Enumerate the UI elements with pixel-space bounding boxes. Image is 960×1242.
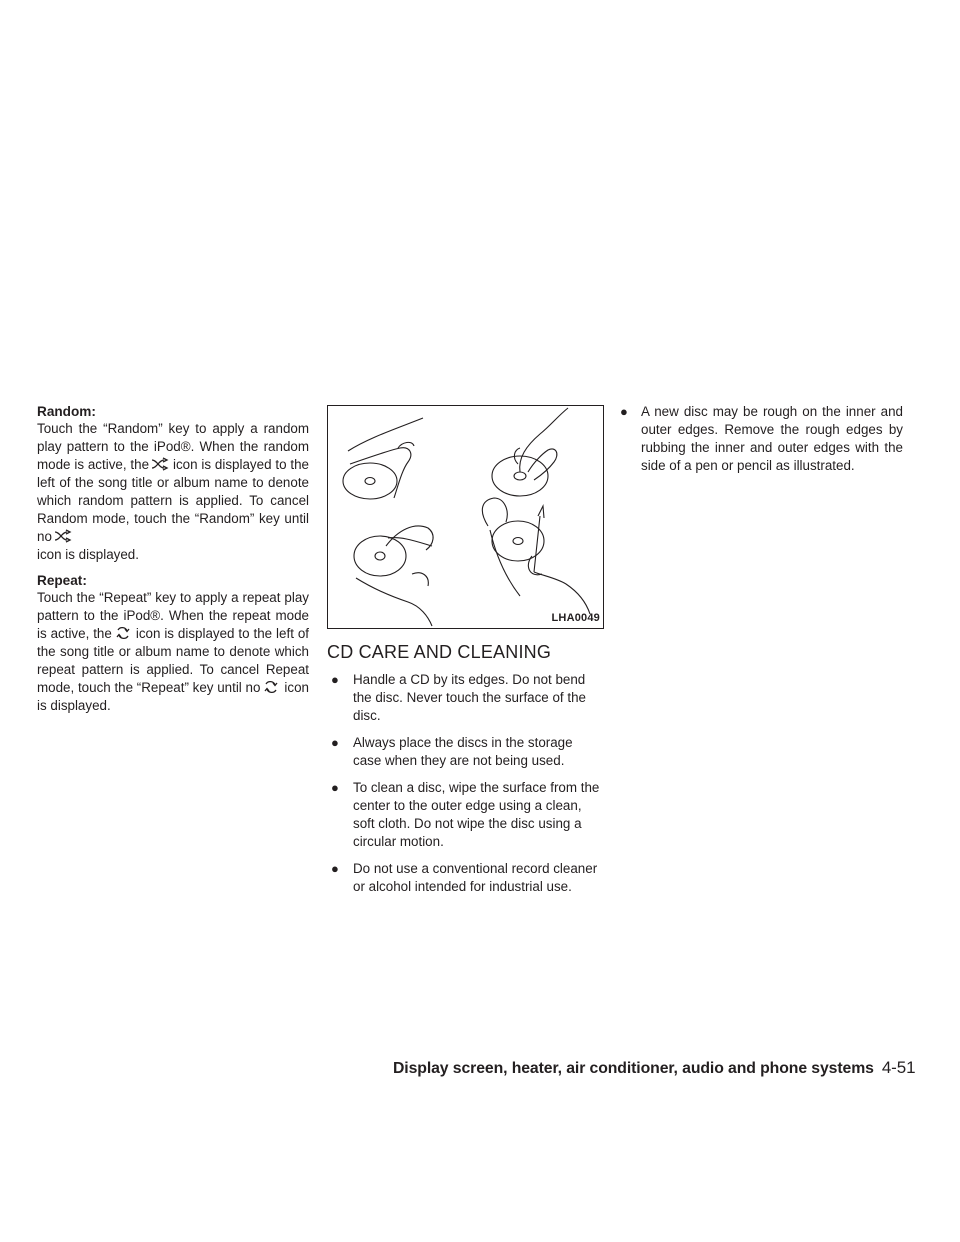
cd-care-list <box>327 671 604 896</box>
page-number: 4-51 <box>881 1058 916 1077</box>
cd-handling-drawing <box>328 406 603 628</box>
middle-column <box>327 405 604 905</box>
section-name: Display screen, heater, air conditioner, audio and phone systems <box>393 1060 874 1077</box>
shuffle-icon <box>151 457 169 471</box>
bullet-icon: ● <box>331 861 339 876</box>
repeat-text-1: Touch the “Repeat” key to apply a repeat play pattern to the iPod®. When the repeat mode is active, the <box>37 590 309 641</box>
cd-care-illustration <box>327 405 604 629</box>
list-item: ● To clean a disc, wipe the surface from the center to the outer edge using a clean, soft cloth. Do not wipe the disc using a circular motion. <box>331 780 600 849</box>
list-item: ● Always place the discs in the storage case when they are not being used. <box>331 735 573 768</box>
cd-care-title: CD CARE AND CLEANING <box>327 642 552 662</box>
list-item: ● Handle a CD by its edges. Do not bend the disc. Never touch the surface of the disc. <box>331 672 586 723</box>
repeat-icon <box>262 680 280 694</box>
right-column <box>620 403 903 484</box>
list-item: ● Do not use a conventional record cleaner or alcohol intended for industrial use. <box>331 861 598 894</box>
random-text-2: icon is displayed to the left of the song title or album name to denote which random pattern is applied. To cancel Random mode, touch the “Random” key until no <box>37 457 309 544</box>
repeat-text-2: icon is displayed to the left of the song title or album name to denote which repeat pattern is applied. To cancel Repeat mode, touch the “Repeat” key until no <box>37 626 309 695</box>
repeat-heading: Repeat: <box>37 573 87 588</box>
repeat-text-3: icon is displayed. <box>37 680 309 713</box>
rough-edges-list <box>620 403 903 475</box>
random-text-3: icon is displayed. <box>37 547 139 562</box>
page-footer <box>393 1058 915 1078</box>
figure-label: LHA0049 <box>551 612 600 624</box>
bullet-icon: ● <box>331 672 339 687</box>
bullet-icon: ● <box>331 735 339 750</box>
shuffle-icon <box>54 529 72 543</box>
random-heading: Random: <box>37 404 96 419</box>
left-column <box>37 403 309 721</box>
repeat-icon <box>114 626 132 640</box>
list-item: ● A new disc may be rough on the inner and outer edges. Remove the rough edges by rubbing the inner and outer edges with the side of a pen or pencil as illustrated. <box>620 404 903 473</box>
bullet-icon: ● <box>620 404 628 419</box>
random-text-1: Touch the “Random” key to apply a random play pattern to the iPod®. When the random mode is active, the <box>37 421 309 472</box>
random-paragraph <box>37 420 309 564</box>
bullet-icon: ● <box>331 780 339 795</box>
repeat-paragraph <box>37 589 309 715</box>
